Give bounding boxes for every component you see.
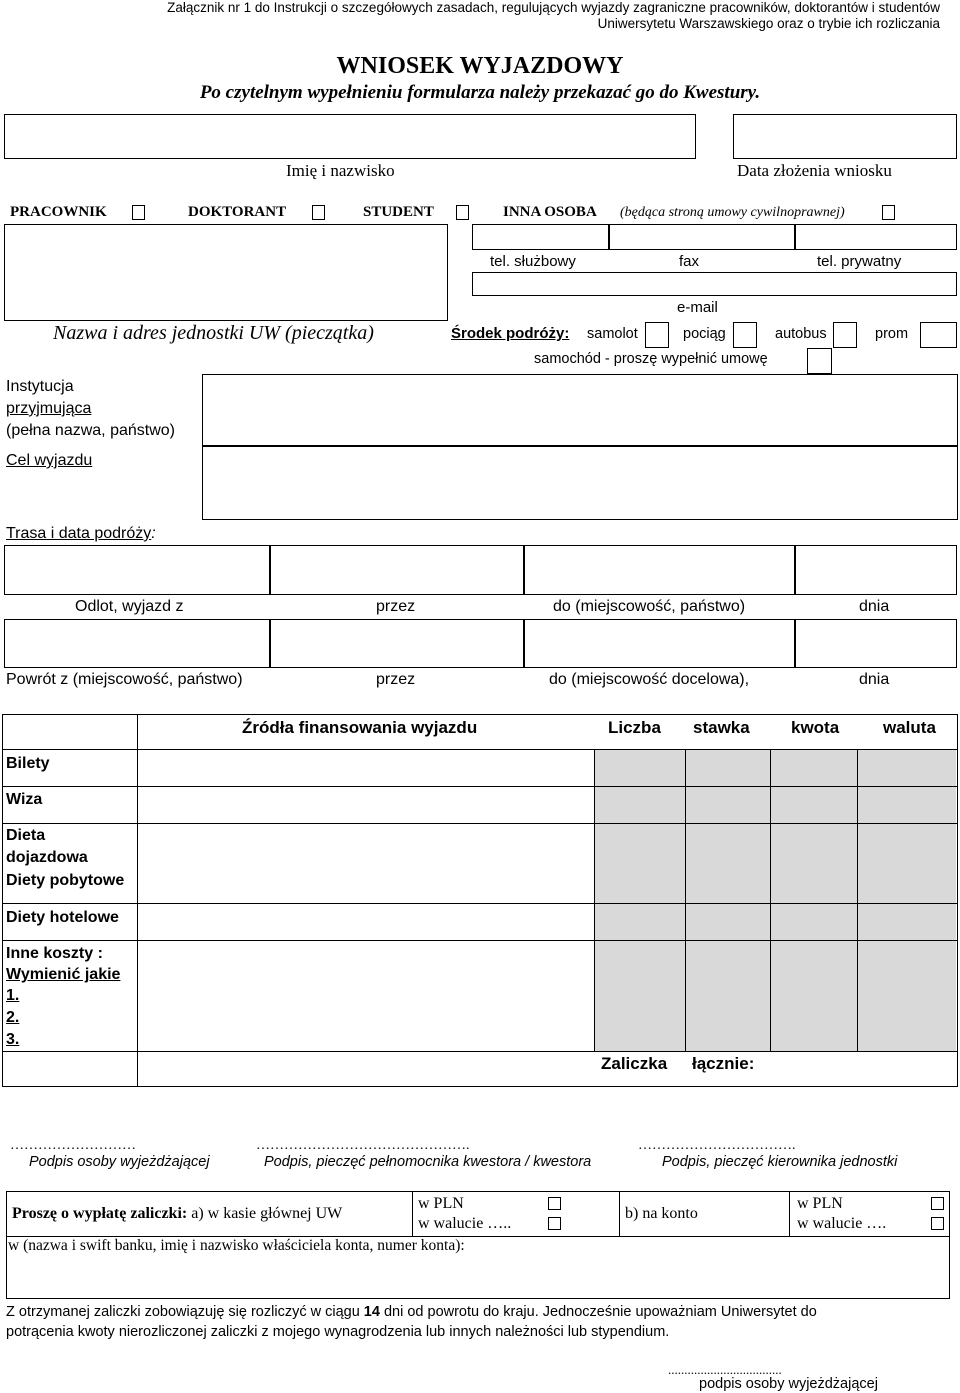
advance-divider-2	[619, 1191, 620, 1236]
transport-autobus-label: autobus	[775, 326, 827, 342]
transport-pociag-label: pociąg	[683, 326, 726, 342]
costs-shaded-area	[594, 749, 956, 1051]
cost-row-inne-5: 3.	[6, 1031, 20, 1048]
email-field[interactable]	[472, 272, 957, 296]
costs-row-line-inne	[2, 1051, 958, 1052]
transport-samochod-checkbox[interactable]	[807, 348, 832, 374]
return-date-label: dnia	[859, 671, 890, 688]
name-label: Imię i nazwisko	[286, 161, 395, 180]
cost-row-inne-4: 2.	[6, 1009, 20, 1026]
cost-row-wiza: Wiza	[6, 791, 43, 808]
transport-pociag-checkbox[interactable]	[733, 322, 757, 348]
transport-label: Środek podróży:	[451, 325, 570, 342]
costs-header-waluta: waluta	[883, 718, 936, 737]
commitment-days: 14	[363, 1304, 380, 1320]
fax-field[interactable]	[609, 224, 795, 250]
advance-account-pln-checkbox[interactable]	[931, 1197, 944, 1210]
return-via-field[interactable]	[270, 619, 524, 668]
category-inna-osoba-checkbox[interactable]	[882, 205, 895, 220]
return-to-field[interactable]	[524, 619, 795, 668]
cost-row-bilety: Bilety	[6, 755, 50, 772]
departure-date-label: dnia	[859, 598, 890, 615]
departure-via-label: przez	[376, 598, 416, 615]
category-doktorant-label: DOKTORANT	[188, 204, 287, 220]
costs-header-sources: Źródła finansowania wyjazdu	[242, 718, 478, 737]
advance-request-label	[12, 1205, 342, 1223]
attachment-note-line1: Załącznik nr 1 do Instrukcji o szczegółowych zasadach, regulujących wyjazdy zagraniczne pracowników, doktorantów i studentów	[167, 0, 940, 15]
advance-account-currency-checkbox[interactable]	[931, 1217, 944, 1230]
advance-cash-pln-checkbox[interactable]	[548, 1197, 561, 1210]
final-signature-label: podpis osoby wyjeżdżającej	[699, 1376, 878, 1392]
final-signature-line: ...................................	[668, 1362, 782, 1377]
form-subtitle: Po czytelnym wypełnieniu formularza należy przekazać go do Kwestury.	[199, 82, 761, 103]
route-label	[6, 525, 156, 543]
commitment-text-c: dni od powrotu do kraju. Jednocześnie upoważniam Uniwersytet do	[379, 1304, 817, 1320]
cost-row-dieta-2: dojazdowa	[6, 849, 88, 866]
tel-prywatny-field[interactable]	[795, 224, 957, 250]
return-from-field[interactable]	[4, 619, 270, 668]
signature-applicant-label: Podpis osoby wyjeżdżającej	[29, 1154, 210, 1170]
departure-date-field[interactable]	[795, 545, 957, 595]
category-inna-osoba-note: (będąca stroną umowy cywilnoprawnej)	[620, 205, 845, 220]
cost-row-inne-1: Inne koszty :	[6, 945, 103, 962]
costs-row-line-header	[2, 749, 958, 750]
date-label: Data złożenia wniosku	[737, 161, 892, 180]
category-doktorant-checkbox[interactable]	[312, 205, 325, 220]
institution-label-1: Instytucja	[6, 378, 74, 395]
transport-prom-label: prom	[875, 326, 909, 342]
date-field[interactable]	[733, 114, 957, 159]
departure-via-field[interactable]	[270, 545, 524, 595]
advance-request-bold: Proszę o wypłatę zaliczki:	[12, 1205, 188, 1222]
signature-head-label: Podpis, pieczęć kierownika jednostki	[662, 1154, 898, 1170]
category-pracownik-label: PRACOWNIK	[10, 204, 107, 220]
signature-line-quaestor: ……………………………………….	[256, 1138, 470, 1153]
signature-quaestor-label: Podpis, pieczęć pełnomocnika kwestora / kwestora	[264, 1154, 592, 1170]
costs-header-kwota: kwota	[791, 718, 840, 737]
departure-from-field[interactable]	[4, 545, 270, 595]
commitment-line-1	[6, 1304, 817, 1321]
return-date-field[interactable]	[795, 619, 957, 668]
advance-divider-1	[412, 1191, 413, 1236]
advance-total-label-2: łącznie:	[692, 1054, 755, 1073]
category-student-label: STUDENT	[363, 204, 434, 220]
costs-header-liczba: Liczba	[608, 718, 661, 737]
advance-divider-3	[789, 1191, 790, 1236]
form-title: WNIOSEK WYJAZDOWY	[336, 53, 624, 79]
departure-to-label: do (miejscowość, państwo)	[553, 598, 746, 615]
advance-cash-pln-label: w PLN	[418, 1195, 464, 1212]
transport-autobus-checkbox[interactable]	[833, 322, 857, 348]
transport-samolot-checkbox[interactable]	[645, 322, 669, 348]
advance-total-label: Zaliczka	[601, 1054, 668, 1073]
commitment-line-2: potrącenia kwoty nierozliczonej zaliczki z mojego wynagrodzenia lub innych należności lub stypendium.	[6, 1324, 670, 1340]
costs-col-waluta-left	[857, 749, 858, 1051]
cost-row-dieta-1: Dieta	[6, 827, 46, 844]
costs-row-line-hotelowe	[2, 940, 958, 941]
advance-account-label: b) na konto	[625, 1205, 698, 1222]
advance-cash-currency-label: w walucie …..	[418, 1215, 512, 1232]
institution-label-2: przyjmująca	[6, 400, 92, 417]
advance-account-pln-label: w PLN	[797, 1195, 843, 1212]
transport-prom-checkbox[interactable]	[920, 322, 957, 348]
advance-bank-field[interactable]	[8, 1258, 948, 1298]
cost-row-inne-3: 1.	[6, 987, 20, 1004]
costs-col-stawka-left	[685, 749, 686, 1051]
costs-col-divider	[137, 714, 138, 1087]
category-inna-osoba-label: INNA OSOBA	[503, 204, 597, 220]
purpose-field[interactable]	[202, 446, 958, 520]
name-field[interactable]	[4, 114, 696, 159]
departure-to-field[interactable]	[524, 545, 795, 595]
category-student-checkbox[interactable]	[456, 205, 469, 220]
signature-line-head: …………………………….	[638, 1138, 796, 1153]
tel-sluzbowy-label: tel. służbowy	[490, 253, 576, 270]
advance-account-currency-label: w walucie ….	[797, 1215, 887, 1232]
institution-field[interactable]	[202, 374, 958, 446]
route-label-text: Trasa i data podróży	[6, 525, 152, 542]
costs-row-line-diety	[2, 903, 958, 904]
purpose-label: Cel wyjazdu	[6, 452, 93, 469]
costs-col-kwota-left	[770, 749, 771, 1051]
costs-header-stawka: stawka	[693, 718, 750, 737]
route-label-colon: :	[151, 525, 156, 542]
tel-sluzbowy-field[interactable]	[472, 224, 609, 250]
fax-label: fax	[679, 253, 700, 270]
transport-samochod-label: samochód - proszę wypełnić umowę	[534, 351, 768, 367]
cost-row-inne-2: Wymienić jakie	[6, 966, 121, 983]
advance-request-cash: a) w kasie głównej UW	[187, 1205, 343, 1222]
return-via-label: przez	[376, 671, 416, 688]
signature-line-applicant: ………………………	[10, 1138, 136, 1153]
unit-stamp-field[interactable]	[4, 224, 448, 321]
email-label: e-mail	[677, 299, 718, 316]
transport-samolot-label: samolot	[587, 326, 638, 342]
attachment-note-line2: Uniwersytetu Warszawskiego oraz o trybie ich rozliczania	[597, 16, 940, 31]
cost-row-diety-hotelowe: Diety hotelowe	[6, 909, 119, 926]
commitment-text-a: Z otrzymanej zaliczki zobowiązuję się rozliczyć w ciągu	[6, 1304, 364, 1320]
tel-prywatny-label: tel. prywatny	[817, 253, 902, 270]
costs-row-line-wiza	[2, 823, 958, 824]
cost-row-diety-pobytowe: Diety pobytowe	[6, 872, 125, 889]
return-from-label: Powrót z (miejscowość, państwo)	[6, 671, 243, 688]
unit-label: Nazwa i adres jednostki UW (pieczątka)	[53, 322, 374, 344]
costs-row-line-bilety	[2, 786, 958, 787]
advance-bank-label: w (nazwa i swift banku, imię i nazwisko właściciela konta, numer konta):	[8, 1237, 465, 1254]
category-pracownik-checkbox[interactable]	[132, 205, 145, 220]
institution-label-3: (pełna nazwa, państwo)	[6, 422, 175, 439]
advance-cash-currency-checkbox[interactable]	[548, 1217, 561, 1230]
departure-from-label: Odlot, wyjazd z	[75, 598, 184, 615]
costs-col-liczba-left	[594, 749, 595, 1051]
return-to-label: do (miejscowość docelowa),	[549, 671, 750, 688]
